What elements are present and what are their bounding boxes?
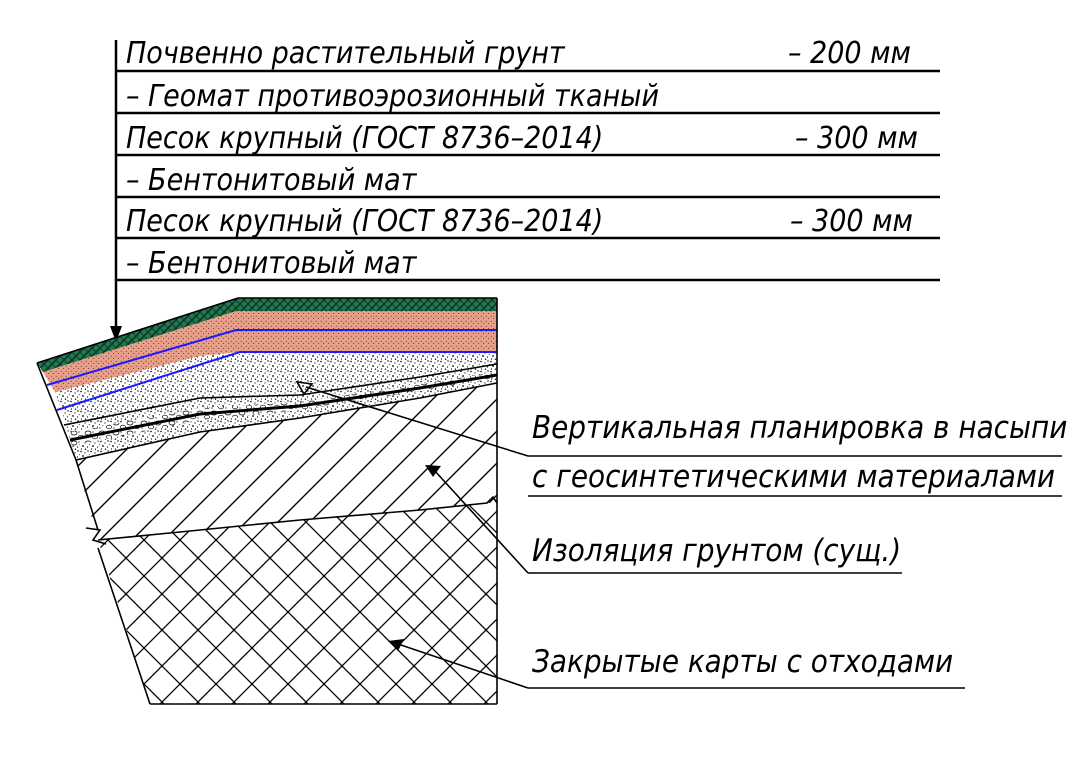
layer-1-thickness: – 200 мм: [788, 36, 911, 71]
callout-fill-line2: с геосинтетическими материалами: [532, 459, 1056, 495]
callout-waste-label: Закрытые карты с отходами: [532, 644, 954, 680]
callout-fill-line1: Вертикальная планировка в насыпи: [532, 410, 1068, 446]
layer-6-name: – Бентонитовый мат: [126, 246, 417, 281]
layer-legend: [110, 36, 940, 342]
layer-5-name: Песок крупный (ГОСТ 8736–2014): [126, 204, 604, 239]
layer-2-name: – Геомат противоэрозионный тканый: [126, 79, 659, 114]
layer-3-thickness: – 300 мм: [795, 121, 918, 156]
callout-isolation-label: Изоляция грунтом (сущ.): [532, 533, 902, 569]
layer-3-name: Песок крупный (ГОСТ 8736–2014): [126, 121, 604, 156]
layer-4-name: – Бентонитовый мат: [126, 163, 417, 198]
layer-1-name: Почвенно растительный грунт: [126, 36, 565, 71]
soil-cross-section: [37, 298, 497, 704]
layer-5-thickness: – 300 мм: [790, 204, 913, 239]
